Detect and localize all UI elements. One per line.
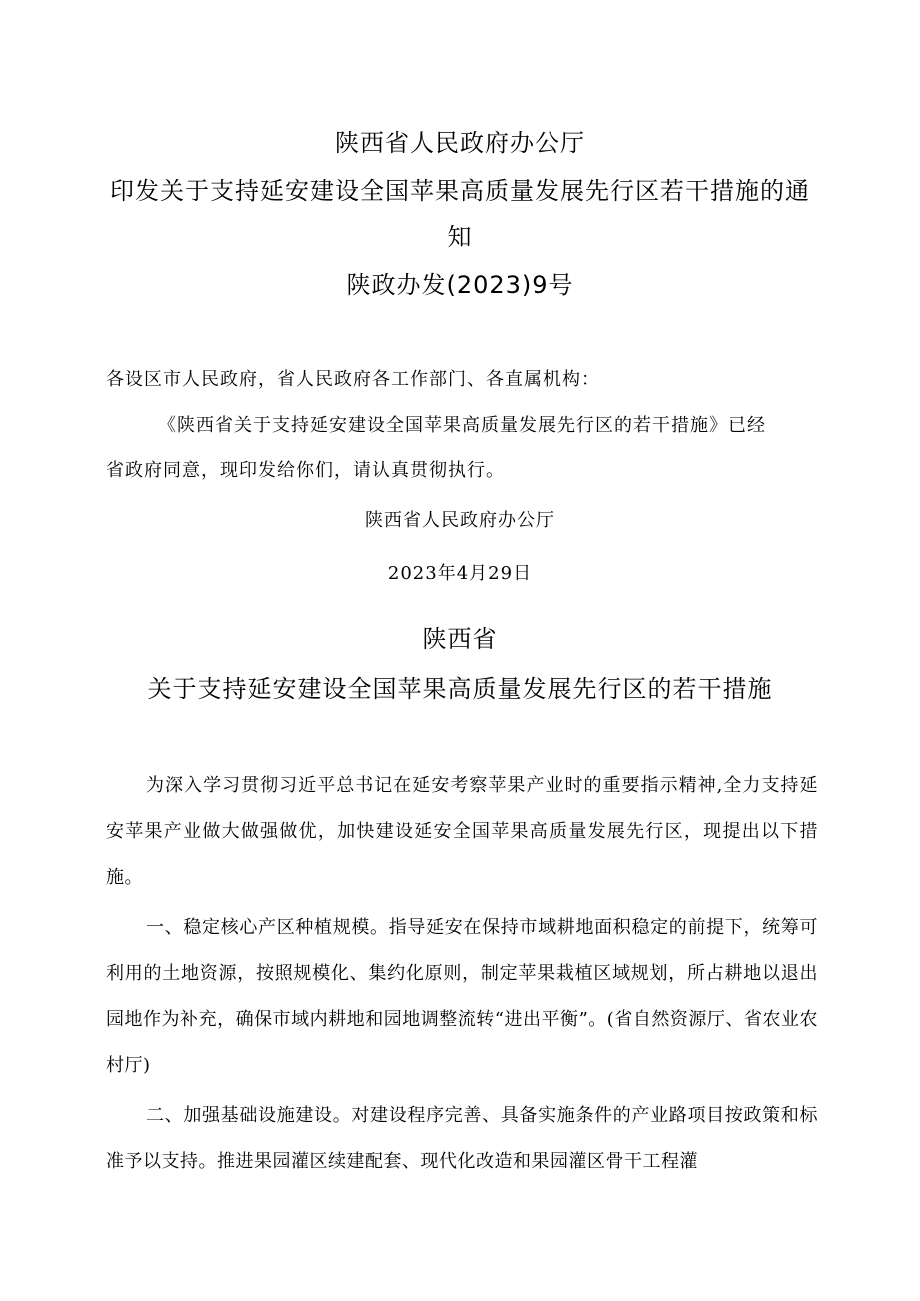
measures-intro-paragraph: 为深入学习贯彻习近平总书记在延安考察苹果产业时的重要指示精神,全力支持延安苹果产业做大做强做优，加快建设延安全国苹果高质量发展先行区，现提出以下措施。 [106,775,818,888]
issuer-title: 陕西省人民政府办公厅 [335,129,585,157]
notice-subject-line-1: 印发关于支持延安建设全国苹果高质量发展先行区若干措施的通 [110,177,810,205]
measures-title-line-1: 陕西省 [422,625,498,653]
document-number: 陕政办发(2023)9号 [346,271,574,299]
signature: 陕西省人民政府办公厅 [365,510,555,531]
measures-title-line-2: 关于支持延安建设全国苹果高质量发展先行区的若干措施 [147,675,773,703]
notice-body-line-2: 省政府同意，现印发给你们，请认真贯彻执行。 [106,460,505,481]
measure-item-2: 二、加强基础设施建设。对建设程序完善、具备实施条件的产业路项目按政策和标准予以支持。推进果园灌区续建配套、现代化改造和果园灌区骨干工程灌 [106,1105,818,1172]
addressee: 各设区市人民政府，省人民政府各工作部门、各直属机构： [106,369,600,390]
issue-date: 2023年4月29日 [387,563,533,584]
notice-subject-line-2: 知 [447,223,473,251]
measure-item-1: 一、稳定核心产区种植规模。指导延安在保持市域耕地面积稳定的前提下，统筹可利用的土地资源，按照规模化、集约化原则，制定苹果栽植区域规划，所占耕地以退出园地作为补充，确保市域内耕地和园地调整流转“进出平衡”。(省自然资源厅、省农业农村厅) [106,917,818,1076]
notice-body-line-1: 《陕西省关于支持延安建设全国苹果高质量发展先行区的若干措施》已经 [158,415,766,436]
